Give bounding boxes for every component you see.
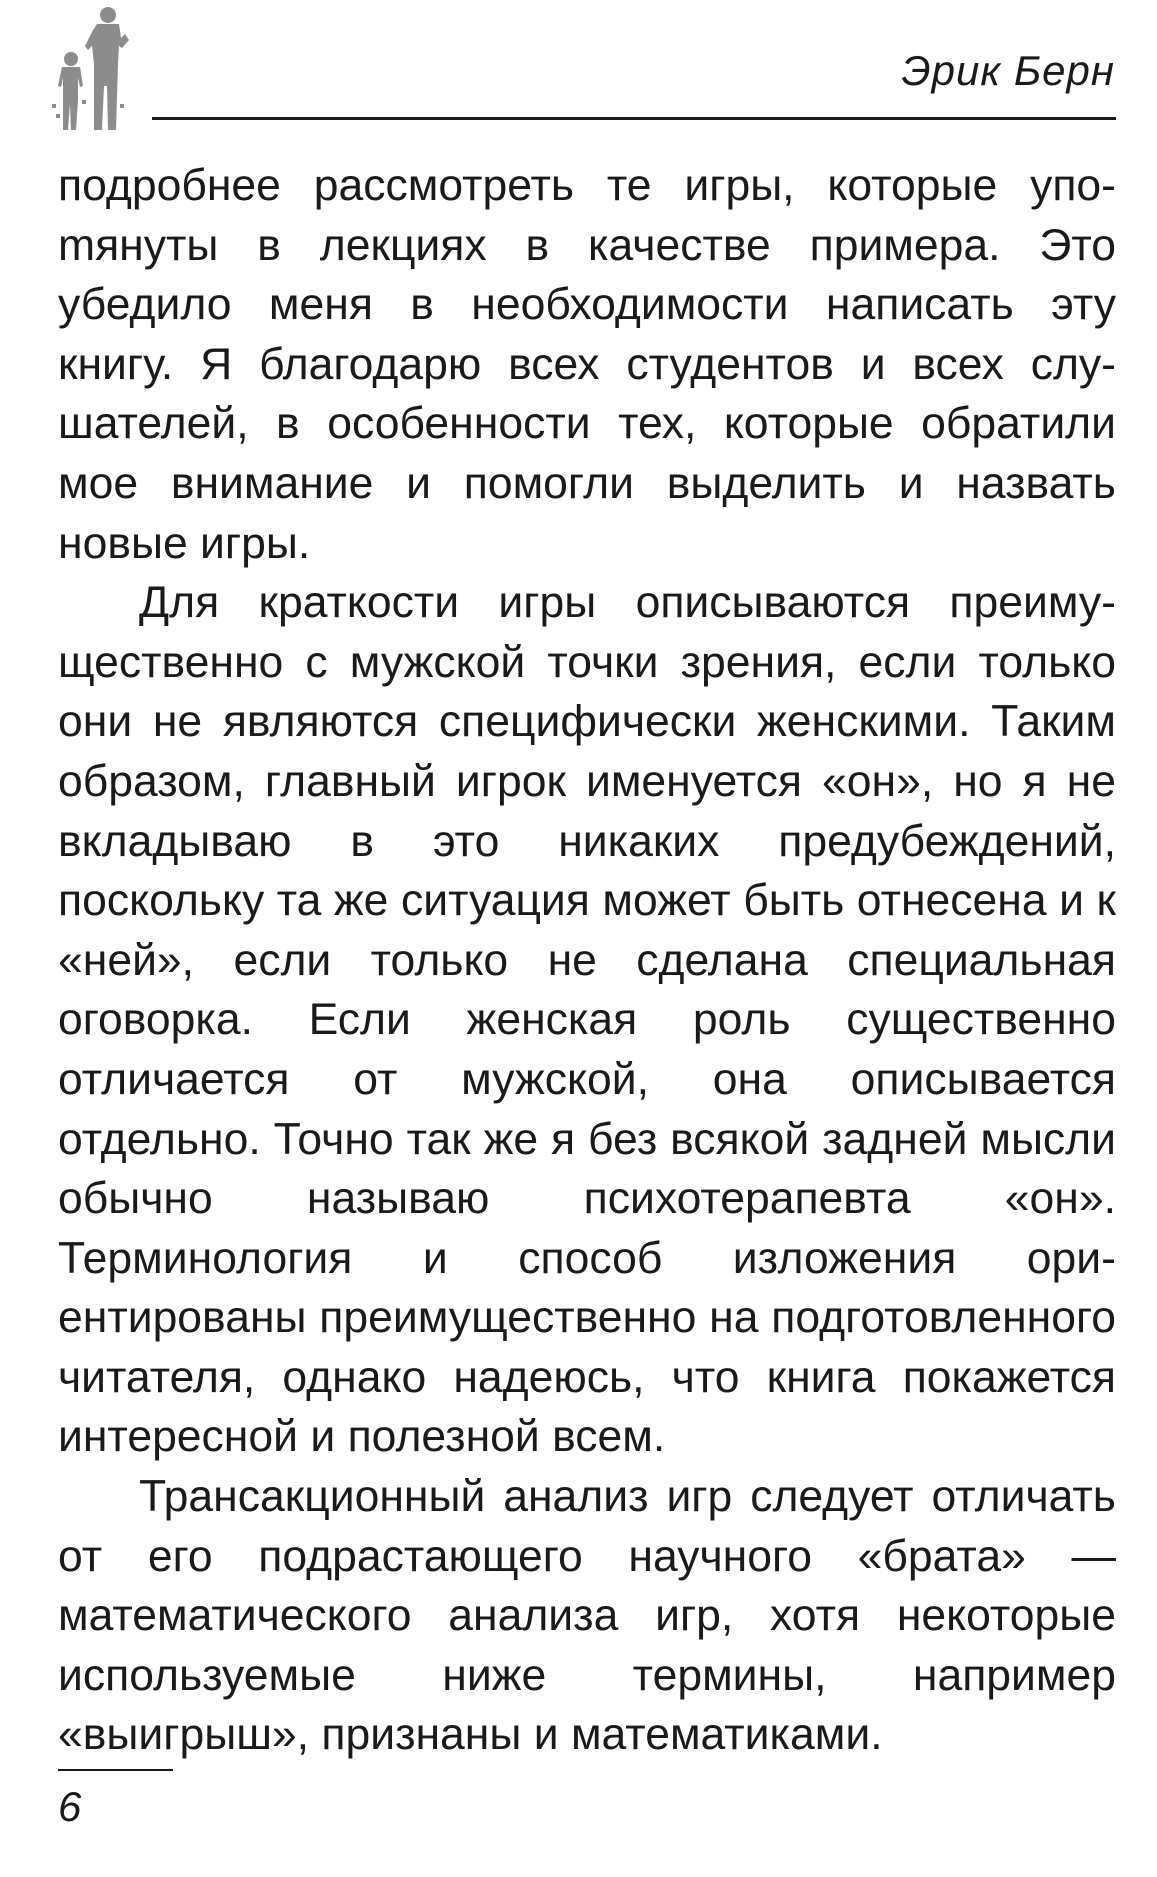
- footer-divider: [58, 1769, 173, 1771]
- body-text: [58, 156, 1116, 1765]
- header-divider: [152, 117, 1116, 120]
- running-header-author: Эрик Берн: [901, 47, 1115, 94]
- paragraph-1: подробнее рассмотреть те игры, которые упоmянуты в лекциях в качестве примера. Это убедило меня в необходимости написать эту книгу. Я благодарю всех студентов и всех слушателей, в особенности тех, которые обратили мое внимание и помогли выделить и назвать новые игры.: [58, 161, 1116, 568]
- adult-and-child-silhouette-icon: [52, 4, 152, 130]
- page-number: 6: [58, 1783, 82, 1830]
- paragraph-3: Трансакционный анализ игр следует отличать от его подрастающего научного «брата» — математического анализа игр, хотя некоторые используемые ниже термины, например «выигрыш», признаны и математиками.: [58, 1472, 1116, 1760]
- paragraph-2: Для краткости игры описываются преимущественно с мужской точки зрения, если только они не являются специфически женскими. Таким образом, главный игрок именуется «он», но я не вкладываю в это никаких предубеждений, поскольку та же ситуация может быть отнесена и к «ней», если только не сделана специальная оговорка. Если женская роль существенно отличается от мужской, она описывается отдельно. Точно так же я без всякой задней мысли обычно называю психотерапевта «он». Терминология и способ изложения ориентированы преимущественно на подготовленного читателя, однако надеюсь, что книга покажется интересной и полезной всем.: [58, 578, 1116, 1462]
